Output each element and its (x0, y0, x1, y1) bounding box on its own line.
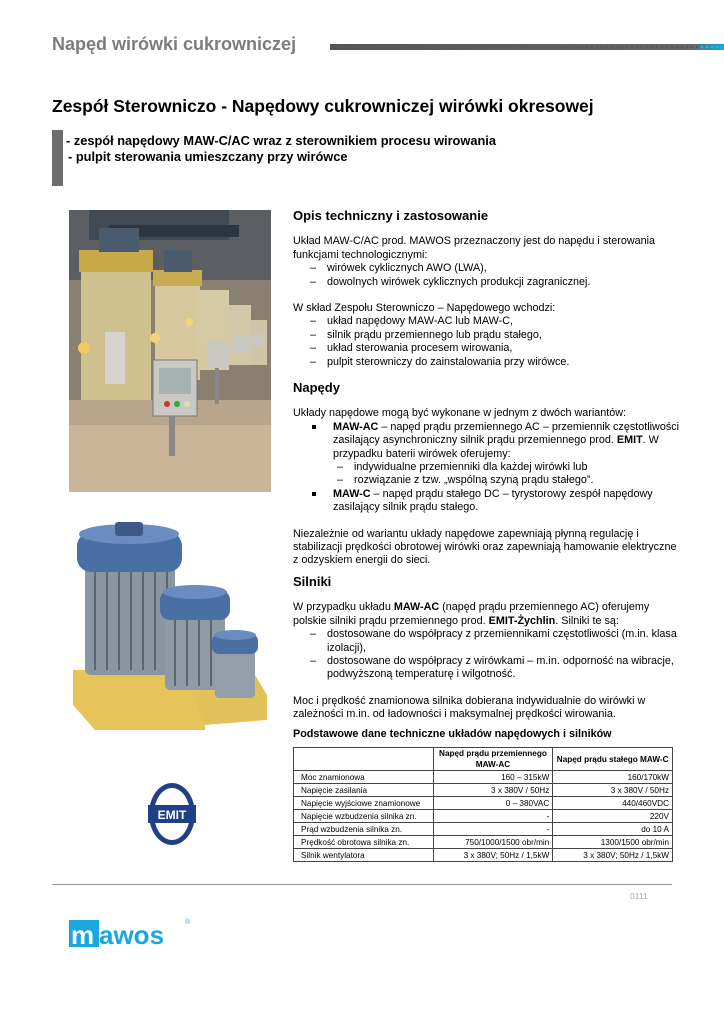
header-dot (636, 46, 639, 49)
centrifuge-installation-photo (69, 210, 271, 492)
header-dot (696, 46, 699, 49)
cell-c: 3 x 380V; 50Hz / 1,5kW (553, 849, 673, 862)
header-dot (641, 46, 644, 49)
header-dot (491, 46, 494, 49)
cell-ac: - (433, 823, 553, 836)
header-dot (566, 46, 569, 49)
header-dot (656, 46, 659, 49)
section-title: Silniki (293, 574, 332, 589)
page-header (52, 34, 724, 58)
paragraph: Moc i prędkość znamionowa silnika dobierana indywidualnie do wirówki w zależności m.in. od ładowności i maksymalnej prędkości wirowania. (293, 694, 646, 721)
paragraph: Układ MAW-C/AC prod. MAWOS przeznaczony jest do napędu i sterowania funkcjami technologicznymi: (293, 235, 656, 261)
header-dot (401, 46, 404, 49)
list-item: – układ napędowy MAW-AC lub MAW-C, (293, 315, 683, 328)
brand-name: EMIT (616, 434, 643, 447)
electric-motors-photo (55, 520, 270, 735)
header-dot (376, 46, 379, 49)
header-dot (351, 46, 354, 49)
text-run: W przypadku układu (293, 601, 394, 614)
intro-accent-bar (52, 130, 63, 186)
row-label: Prąd wzbudzenia silnika zn. (294, 823, 434, 836)
cell-ac: - (433, 810, 553, 823)
header-dot (476, 46, 479, 49)
table-row (294, 810, 673, 823)
cell-c: 1300/1500 obr/min (553, 836, 673, 849)
row-label: Napięcie zasilania (294, 784, 434, 797)
header-dot (371, 46, 374, 49)
header-dot (581, 46, 584, 49)
list-item-maw-ac (293, 421, 683, 461)
text-run: (napęd prądu przemiennego AC) oferujemy polskie silniki prądu przemiennego prod. (293, 601, 650, 627)
header-dot (681, 46, 684, 49)
row-label: Moc znamionowa (294, 771, 434, 784)
header-dot (711, 46, 714, 49)
paragraph: W skład Zespołu Sterowniczo – Napędowego wchodzi: (293, 302, 556, 315)
text-run-bold: MAW-AC (393, 601, 440, 614)
sub-list-item: – rozwiązanie z tzw. „wspólną szyną prądu stałego”. (293, 474, 683, 487)
header-dot (396, 46, 399, 49)
header-dot (531, 46, 534, 49)
header-dot (356, 46, 359, 49)
table-row (294, 797, 673, 810)
footer-rule (52, 884, 672, 885)
variant-name: MAW-AC (333, 420, 379, 433)
header-dot (516, 46, 519, 49)
sub-list-item: – indywidualne przemienniki dla każdej wirówki lub (293, 461, 683, 474)
variant-text: – napęd prądu przemiennego AC – przemiennik częstotliwości zasilający asynchroniczny silnik prądu przemiennego prod. (333, 420, 680, 447)
header-dot (606, 46, 609, 49)
row-label: Napięcie wyjściowe znamionowe (294, 797, 434, 810)
header-dot (456, 46, 459, 49)
header-dot (646, 46, 649, 49)
header-dot (431, 46, 434, 49)
header-dot (416, 46, 419, 49)
table-row (294, 836, 673, 849)
list-item: – silnik prądu przemiennego lub prądu stałego, (293, 329, 683, 342)
main-title: Zespół Sterowniczo - Napędowy cukrowniczej wirówki okresowej (52, 96, 594, 116)
intro-line: - pulpit sterowania umieszczany przy wirówce (68, 149, 348, 164)
header-dot (676, 46, 679, 49)
header-dot (651, 46, 654, 49)
cell-c: 3 x 380V / 50Hz (553, 784, 673, 797)
header-dot (591, 46, 594, 49)
header-dot (701, 46, 704, 49)
header-dot (406, 46, 409, 49)
header-dot (626, 46, 629, 49)
header-dot (631, 46, 634, 49)
mawos-logo-m: m (71, 920, 95, 950)
header-dot (571, 46, 574, 49)
row-label: Prędkość obrotowa silnika zn. (294, 836, 434, 849)
header-dot (426, 46, 429, 49)
header-dot (511, 46, 514, 49)
table-header-ac (433, 748, 553, 771)
table-header-c (553, 748, 673, 771)
section-napedy (293, 381, 683, 568)
intro-line: - zespół napędowy MAW-C/AC wraz z sterownikiem procesu wirowania (66, 133, 496, 148)
header-dot (461, 46, 464, 49)
table-row (294, 771, 673, 784)
paragraph: Niezależnie od wariantu układy napędowe zapewniają płynną regulację i stabilizacji prędkości obrotowej wirówki oraz zapewniają hamowanie elektryczne z odzyskiem energii do sieci. (293, 527, 677, 567)
text-run-bold: EMIT-Żychlin (488, 614, 556, 627)
header-dot (551, 46, 554, 49)
header-dot (686, 46, 689, 49)
header-dot (596, 46, 599, 49)
cell-ac: 750/1000/1500 obr/min (433, 836, 553, 849)
table-row (294, 784, 673, 797)
emit-logo (148, 781, 196, 847)
header-dot (541, 46, 544, 49)
registered-mark: ® (185, 919, 191, 926)
header-dot (331, 46, 334, 49)
list-item: – pulpit sterowniczy do zainstalowania przy wirówce. (293, 356, 683, 369)
header-dot (526, 46, 529, 49)
header-dot (386, 46, 389, 49)
cell-c: 160/170kW (553, 771, 673, 784)
header-dot (481, 46, 484, 49)
header-dot (561, 46, 564, 49)
table-header-row (294, 748, 673, 771)
header-dot (366, 46, 369, 49)
header-dot (611, 46, 614, 49)
section-title: Napędy (293, 380, 340, 395)
paragraph: Układy napędowe mogą być wykonane w jednym z dwóch wariantów: (293, 407, 627, 420)
header-dot (411, 46, 414, 49)
cell-ac: 3 x 380V / 50Hz (433, 784, 553, 797)
cell-c: 440/460VDC (553, 797, 673, 810)
header-dot (721, 46, 724, 49)
row-label: Napięcie wzbudzenia silnika zn. (294, 810, 434, 823)
header-dot (576, 46, 579, 49)
list-item: – dostosowane do współpracy z przemiennikami częstotliwości (m.in. klasa izolacji), (293, 628, 683, 655)
header-dot (446, 46, 449, 49)
header-text: Napęd prądu przemiennego MAW-AC (439, 749, 547, 769)
header-dot (501, 46, 504, 49)
variant-text: . W przypadku baterii wirówek oferujemy: (333, 434, 659, 460)
header-dot (661, 46, 664, 49)
variant-text: – napęd prądu stałego DC – tyrystorowy zespół napędowy zasilający silnik prądu stałego. (333, 487, 653, 514)
header-dot (436, 46, 439, 49)
header-dot (666, 46, 669, 49)
header-dot (616, 46, 619, 49)
header-dot (346, 46, 349, 49)
header-dot (706, 46, 709, 49)
list-item: – dowolnych wirówek cyklicznych produkcji zagranicznej. (293, 276, 683, 289)
header-dot (716, 46, 719, 49)
variant-name: MAW-C (333, 487, 371, 500)
header-text: Napęd prądu stałego MAW-C (556, 754, 669, 764)
list-item: – wirówek cyklicznych AWO (LWA), (293, 262, 683, 275)
header-dot (601, 46, 604, 49)
header-dot (381, 46, 384, 49)
header-dot (391, 46, 394, 49)
header-dot (441, 46, 444, 49)
header-title: Napęd wirówki cukrowniczej (52, 34, 297, 54)
table-row (294, 823, 673, 836)
section-opis (293, 209, 683, 369)
table-header-empty (294, 748, 434, 771)
header-dot (486, 46, 489, 49)
cell-c: do 10 A (553, 823, 673, 836)
header-dot (336, 46, 339, 49)
table-title: Podstawowe dane techniczne układów napędowych i silników (293, 728, 612, 740)
cell-ac: 0 – 380VAC (433, 797, 553, 810)
mawos-logo-rest: awos (99, 920, 165, 950)
text-run: . Silniki te są: (555, 614, 619, 627)
header-dot (496, 46, 499, 49)
cell-c: 220V (553, 810, 673, 823)
paragraph (293, 601, 683, 628)
header-dot (546, 46, 549, 49)
header-dot (621, 46, 624, 49)
header-dot (466, 46, 469, 49)
header-dot (451, 46, 454, 49)
header-dot (341, 46, 344, 49)
cell-ac: 160 – 315kW (433, 771, 553, 784)
section-silniki (293, 575, 683, 722)
list-item: – dostosowane do współpracy z wirówkami – m.in. odporność na wibracje, podwyższoną temperaturę i wilgotność. (293, 655, 683, 682)
header-dot (691, 46, 694, 49)
list-item: – układ sterowania procesem wirowania, (293, 342, 683, 355)
header-dot (471, 46, 474, 49)
emit-logo-text: EMIT (157, 808, 187, 822)
header-dot (506, 46, 509, 49)
mawos-logo (69, 914, 194, 954)
header-dot (671, 46, 674, 49)
list-item-maw-c (293, 488, 683, 515)
intro-block (66, 133, 496, 165)
header-dot (421, 46, 424, 49)
header-dot (361, 46, 364, 49)
section-title: Opis techniczny i zastosowanie (293, 208, 489, 223)
cell-ac: 3 x 380V; 50Hz / 1,5kW (433, 849, 553, 862)
spec-table (293, 747, 673, 862)
header-dot (521, 46, 524, 49)
row-label: Silnik wentylatora (294, 849, 434, 862)
header-dot (556, 46, 559, 49)
table-row (294, 849, 673, 862)
header-dotted-rule (330, 44, 724, 50)
page-number: 0111 (630, 891, 648, 901)
header-dot (586, 46, 589, 49)
header-dot (536, 46, 539, 49)
